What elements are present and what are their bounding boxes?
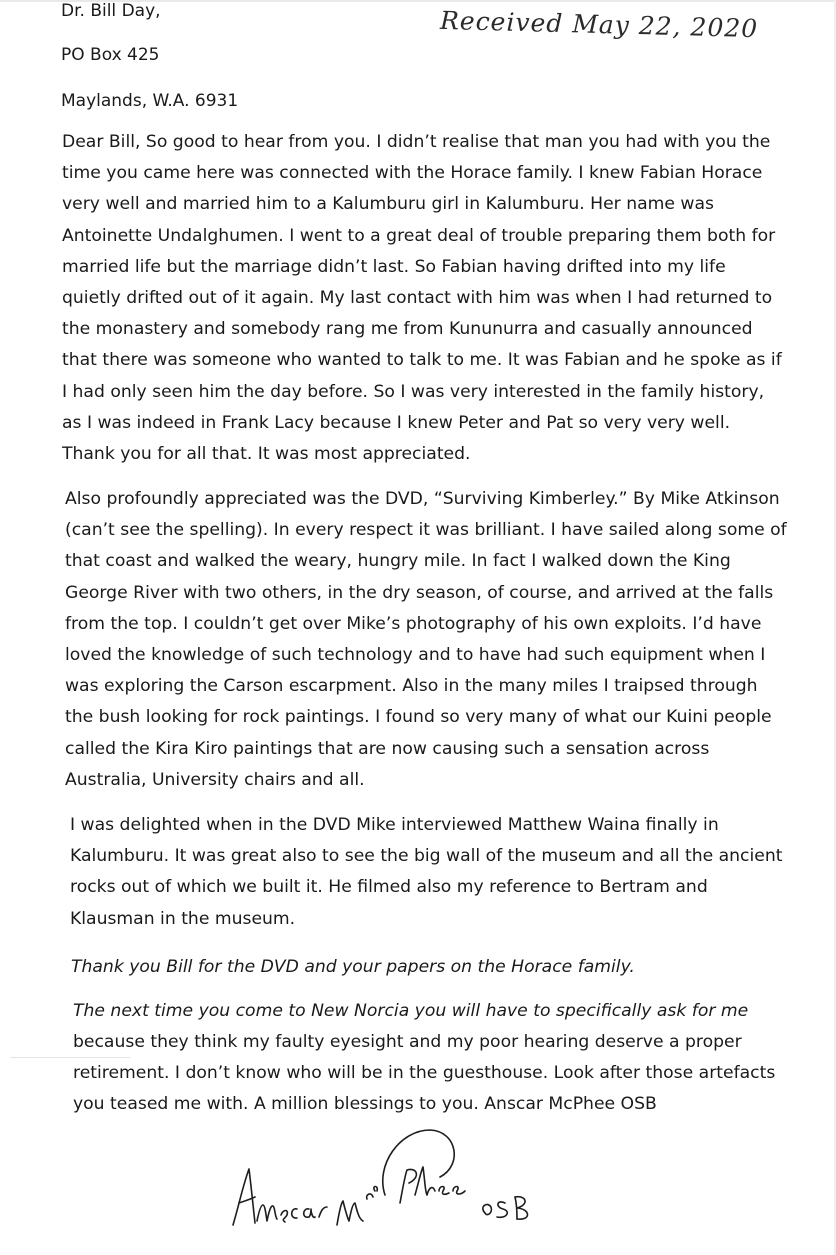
handwritten-signature [225, 1125, 555, 1235]
address-line-2: Maylands, W.A. 6931 [61, 91, 239, 111]
address-line-1: PO Box 425 [61, 45, 160, 65]
scan-artifact-line [10, 1057, 130, 1058]
received-stamp: Received May 22, 2020 [439, 5, 759, 44]
paragraph-4: Thank you Bill for the DVD and your papers on the Horace family. [71, 957, 635, 977]
paragraph-5-italic: The next time you come to New Norcia you will have to specifically ask for me [73, 1001, 749, 1021]
paragraph-2: Also profoundly appreciated was the DVD, “Surviving Kimberley.” By Mike Atkinson (can’t see the spelling). In every respect it was brilliant. I have sailed along some of that coast and walked the weary, hungry mile. In fact I walked down the King George River with two others, in the dry season, of course, and arrived at the falls from the top. I couldn’t get over Mike’s photography of his own exploits. I’d have loved the knowledge of such technology and to have had such equipment when I was exploring the Carson escarpment. Also in the many miles I traipsed through the bush looking for rock paintings. I found so very many of what our Kuini people called the Kira Kiro paintings that are now causing such a sensation across Australia, University chairs and all. [65, 489, 787, 790]
paragraph-5 [73, 996, 783, 1120]
paragraph-5-rest: because they think my faulty eyesight and my poor hearing deserve a proper retirement. I don’t know who will be in the guesthouse. Look after those artefacts you teased me with. A million blessings to you. Anscar McPhee OSB [73, 1032, 776, 1114]
recipient-name: Dr. Bill Day, [61, 1, 161, 21]
paragraph-1: Dear Bill, So good to hear from you. I didn’t realise that man you had with you the time you came here was connected with the Horace family. I knew Fabian Horace very well and married him to a Kalumburu girl in Kalumburu. Her name was Antoinette Undalghumen. I went to a great deal of trouble preparing them both for married life but the marriage didn’t last. So Fabian having drifted into my life quietly drifted out of it again. My last contact with him was when I had returned to the monastery and somebody rang me from Kununurra and casually announced that there was someone who wanted to talk to me. It was Fabian and he spoke as if I had only seen him the day before. So I was very interested in the family history, as I was indeed in Frank Lacy because I knew Peter and Pat so very very well. Thank you for all that. It was most appreciated. [62, 132, 782, 465]
paragraph-3: I was delighted when in the DVD Mike interviewed Matthew Waina finally in Kalumburu. It was great also to see the big wall of the museum and all the ancient rocks out of which we built it. He filmed also my reference to Bertram and Klausman in the museum. [70, 815, 783, 929]
